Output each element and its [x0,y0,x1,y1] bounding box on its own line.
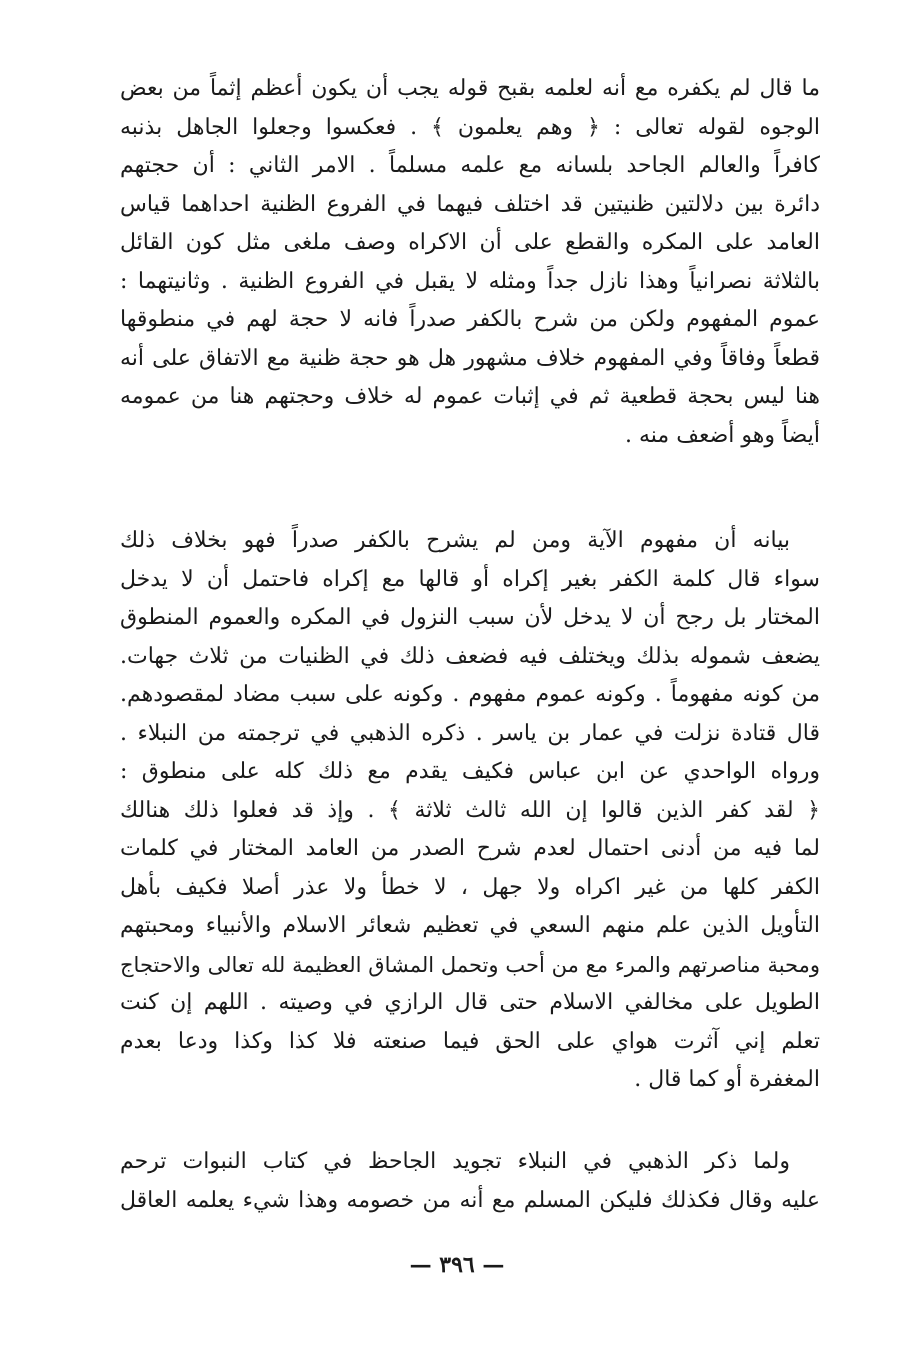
text-line: الطويل على مخالفي الاسلام حتى قال الرازي في وصيته . اللهم إن كنت [120,990,820,1015]
text-line: بيانه أن مفهوم الآية ومن لم يشرح بالكفر صدراً فهو بخلاف ذلك [120,528,790,553]
text-line: كافراً والعالم الجاحد بلسانه مع علمه مسلماً . الامر الثاني : أن حجتهم [120,153,820,178]
text-line: يضعف شموله بذلك ويختلف فيه فضعف ذلك في الظنيات من ثلاث جهات. [120,643,820,669]
text-line: ولما ذكر الذهبي في النبلاء تجويد الجاحظ في كتاب النبوات ترحم [120,1149,790,1174]
text-line: قال قتادة نزلت في عمار بن ياسر . ذكره الذهبي في ترجمته من النبلاء . [120,720,820,746]
page-number: — ٣٩٦ — [409,1252,505,1278]
text-line: دائرة بين دلالتين ظنيتين قد اختلف فيهما في الفروع الظنية احداهما قياس [120,191,820,217]
text-line: هنا ليس بحجة قطعية ثم في إثبات عموم له خلاف وحجتهم هنا من عمومه [120,384,820,409]
text-line: بالثلاثة نصرانياً وهذا نازل جداً ومثله لا يقبل في الفروع الظنية . وثانيتهما : [120,268,820,294]
paragraph-2 [120,522,820,1100]
text-line: من كونه مفهوماً . وكونه عموم مفهوم . وكونه على سبب مضاد لمقصودهم. [120,682,820,707]
text-line: المغفرة أو كما قال . [634,1067,820,1092]
text-line: ومحبة مناصرتهم والمرء مع من أحب وتحمل المشاق العظيمة لله تعالى والاحتجاج [120,952,820,977]
text-line: العامد على المكره والقطع على أن الاكراه وصف ملغى مثل كون القائل [120,230,820,255]
text-line: ما قال لم يكفره مع أنه لعلمه بقبح قوله يجب أن يكون أعظم إثماً من بعض [120,76,820,101]
text-line: ورواه الواحدي عن ابن عباس فكيف يقدم مع ذلك كله على منطوق : [120,759,820,784]
text-line: ﴿ لقد كفر الذين قالوا إن الله ثالث ثلاثة ﴾ . وإذ قد فعلوا ذلك هنالك [120,797,820,823]
text-line: الوجوه لقوله تعالى : ﴿ وهم يعلمون ﴾ . فعكسوا وجعلوا الجاهل بذنبه [120,114,820,140]
text-line: قطعاً وفاقاً وفي المفهوم خلاف مشهور هل هو حجة ظنية مع الاتفاق على أنه [120,345,820,371]
paragraph-3 [120,1143,820,1220]
text-line: لما فيه من أدنى احتمال لعدم شرح الصدر من العامد المختار في كلمات [120,836,820,861]
text-line: عموم المفهوم ولكن من شرح بالكفر صدراً فانه لا حجة لهم في منطوقها [120,307,820,332]
text-line: الكفر كلها من غير اكراه ولا جهل ، لا خطأ ولا عذر أصلا فكيف بأهل [120,874,820,900]
text-line: عليه وقال فكذلك فليكن المسلم مع أنه من خصومه وهذا شيء يعلمه العاقل [120,1187,820,1213]
text-line: أيضاً وهو أضعف منه . [625,422,820,448]
text-line: التأويل الذين علم منهم السعي في تعظيم شعائر الاسلام والأنبياء ومحبتهم [120,913,820,938]
text-line: تعلم إني آثرت هواي على الحق فيما صنعته فلا كذا وكذا ودعا بعدم [120,1028,820,1054]
text-line: المختار بل رجح أن لا يدخل لأن سبب النزول في المكره والعموم المنطوق [120,605,820,630]
paragraph-1 [120,70,820,455]
text-line: سواء قال كلمة الكفر بغير إكراه أو قالها مع إكراه فاحتمل أن لا يدخل [120,566,820,592]
